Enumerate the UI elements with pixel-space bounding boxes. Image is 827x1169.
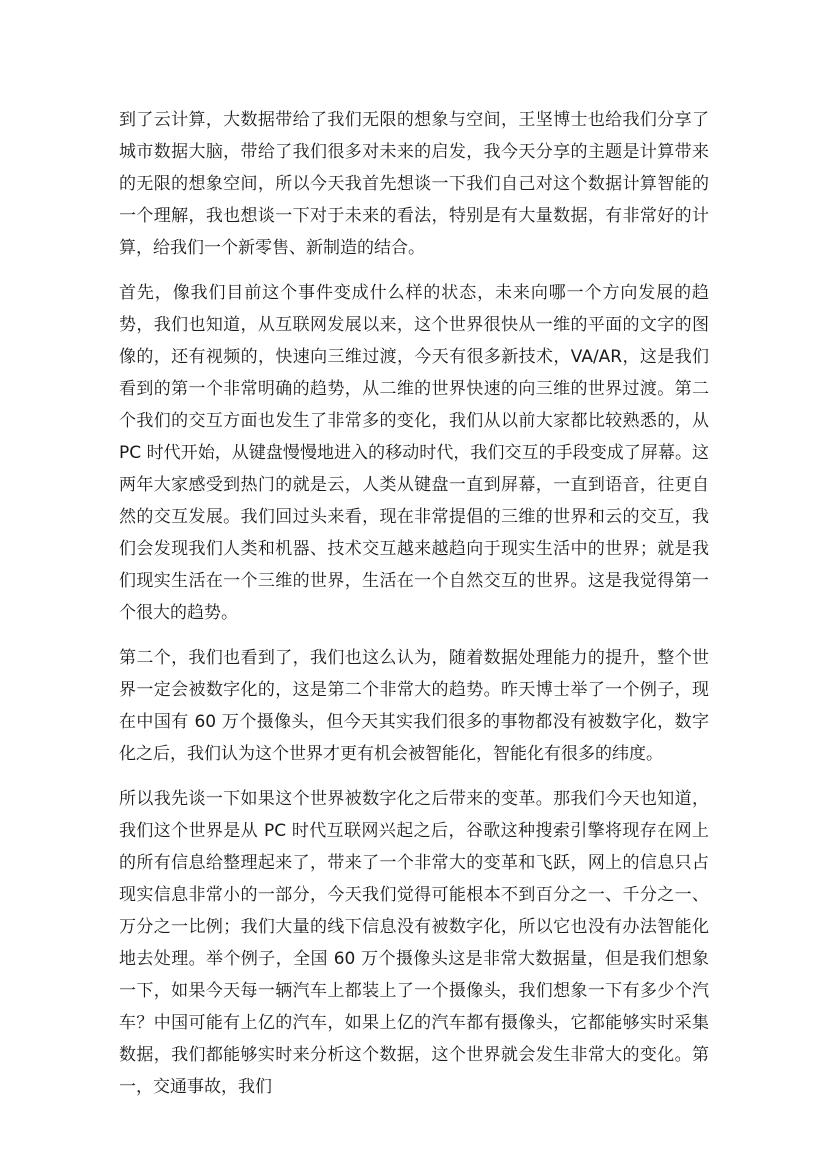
paragraph-3: 第二个，我们也看到了，我们也这么认为，随着数据处理能力的提升，整个世界一定会被数字化的，这是第二个非常大的趋势。昨天博士举了一个例子，现在中国有 60 万个摄像头，但今天其实我们很多的事物都没有被数字化，数字化之后，我们认为这个世界才更有机会被智能化，智能化有很多的纬度。 <box>119 648 709 764</box>
paragraph-1: 到了云计算，大数据带给了我们无限的想象与空间，王坚博士也给我们分享了城市数据大脑，带给了我们很多对未来的启发，我今天分享的主题是计算带来的无限的想象空间，所以今天我首先想谈一下我们自己对这个数据计算智能的一个理解，我也想谈一下对于未来的看法，特别是有大量数据，有非常好的计算，给我们一个新零售、新制造的结合。 <box>119 110 709 258</box>
paragraph-2: 首先，像我们目前这个事件变成什么样的状态，未来向哪一个方向发展的趋势，我们也知道，从互联网发展以来，这个世界很快从一维的平面的文字的图像的，还有视频的，快速向三维过渡，今天有很多新技术，VA/AR，这是我们看到的第一个非常明确的趋势，从二维的世界快速的向三维的世界过渡。第二个我们的交互方面也发生了非常多的变化，我们从以前大家都比较熟悉的，从 PC 时代开始，从键盘慢慢地进入的移动时代，我们交互的手段变成了屏幕。这两年大家感受到热门的就是云，人类从键盘一直到屏幕，一直到语音，往更自然的交互发展。我们回过头来看，现在非常提倡的三维的世界和云的交互，我们会发现我们人类和机器、技术交互越来越趋向于现实生活中的世界；就是我们现实生活在一个三维的世界，生活在一个自然交互的世界。这是我觉得第一个很大的趋势。 <box>119 283 709 623</box>
document-body <box>119 104 709 1103</box>
paragraph-4: 所以我先谈一下如果这个世界被数字化之后带来的变革。那我们今天也知道，我们这个世界是从 PC 时代互联网兴起之后，谷歌这种搜索引擎将现存在网上的所有信息给整理起来了，带来了一个非常大的变革和飞跃，网上的信息只占现实信息非常小的一部分，今天我们觉得可能根本不到百分之一、千分之一、万分之一比例；我们大量的线下信息没有被数字化，所以它也没有办法智能化地去处理。举个例子，全国 60 万个摄像头这是非常大数据量，但是我们想象一下，如果今天每一辆汽车上都装上了一个摄像头，我们想象一下有多少个汽车？中国可能有上亿的汽车，如果上亿的汽车都有摄像头，它都能够实时采集数据，我们都能够实时来分析这个数据，这个世界就会发生非常大的变化。第一，交通事故，我们 <box>119 789 709 1097</box>
